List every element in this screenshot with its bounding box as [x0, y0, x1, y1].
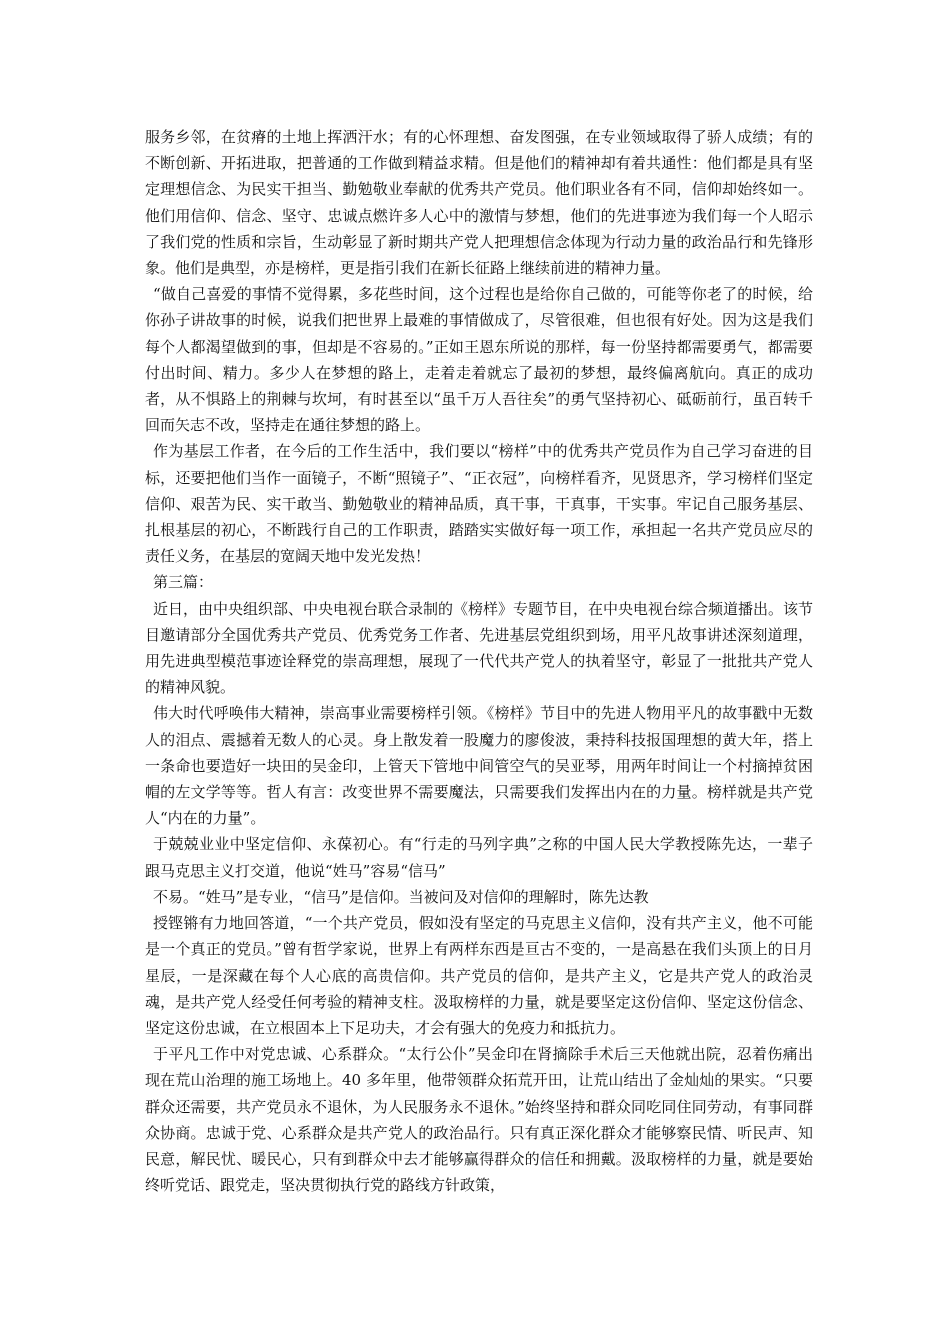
paragraph-6: 于兢兢业业中坚定信仰、永葆初心。有“行走的马列字典”之称的中国人民大学教授陈先达，一辈子跟马克思主义打交道，他说“姓马”容易“信马” — [145, 835, 813, 880]
document-page — [145, 124, 813, 1198]
paragraph-9: 于平凡工作中对党忠诚、心系群众。“太行公仆”吴金印在肾摘除手术后三天他就出院，忍着伤痛出现在荒山治理的施工场地上。40 多年里，他带领群众拓荒开田，让荒山结出了金灿灿的果实。“只要群众还需要，共产党员永不退休，为人民服务永不退休。”始终坚持和群众同吃同住同劳动，有事同群众协商。忠诚于党、心系群众是共产党人的政治品行。只有真正深化群众才能够察民情、听民声、知民意，解民忧、暖民心，只有到群众中去才能够赢得群众的信任和拥戴。汲取榜样的力量，就是要始终听党话、跟党走，坚决贯彻执行党的路线方针政策， — [145, 1045, 813, 1195]
paragraph-2: “做自己喜爱的事情不觉得累，多花些时间，这个过程也是给你自己做的，可能等你老了的时候，给你孙子讲故事的时候，说我们把世界上最难的事情做成了，尽管很难，但也很有好处。因为这是我们每个人都渴望做到的事，但却是不容易的。”正如王恩东所说的那样，每一份坚持都需要勇气，都需要付出时间、精力。多少人在梦想的路上，走着走着就忘了最初的梦想，最终偏离航向。真正的成功者，从不惧路上的荆棘与坎坷，有时甚至以“虽千万人吾往矣”的勇气坚持初心、砥砺前行，虽百转千回而矢志不改，坚持走在通往梦想的路上。 — [145, 285, 813, 435]
section-heading: 第三篇： — [153, 573, 214, 592]
paragraph-5: 伟大时代呼唤伟大精神，崇高事业需要榜样引领。《榜样》节目中的先进人物用平凡的故事戳中无数人的泪点、震撼着无数人的心灵。身上散发着一股魔力的廖俊波，秉持科技报国理想的黄大年，搭上一条命也要造好一块田的吴金印，上管天下管地中间管空气的吴亚琴，用两年时间让一个村摘掉贫困帽的左文学等等。哲人有言：改变世界不需要魔法，只需要我们发挥出内在的力量。榜样就是共产党人“内在的力量”。 — [145, 704, 813, 828]
paragraph-4: 近日，由中央组织部、中央电视台联合录制的《榜样》专题节目，在中央电视台综合频道播出。该节目邀请部分全国优秀共产党员、优秀党务工作者、先进基层党组织到场，用平凡故事讲述深刻道理，用先进典型模范事迹诠释党的崇高理想，展现了一代代共产党人的执着坚守，彰显了一批批共产党人的精神风貌。 — [145, 599, 814, 697]
paragraph-7: 不易。“姓马”是专业，“信马”是信仰。当被问及对信仰的理解时，陈先达教 — [153, 887, 649, 906]
paragraph-1: 服务乡邻，在贫瘠的土地上挥洒汗水；有的心怀理想、奋发图强，在专业领域取得了骄人成绩；有的不断创新、开拓进取，把普通的工作做到精益求精。但是他们的精神却有着共通性：他们都是具有坚定理想信念、为民实干担当、勤勉敬业奉献的优秀共产党员。他们职业各有不同，信仰却始终如一。他们用信仰、信念、坚守、忠诚点燃许多人心中的激情与梦想，他们的先进事迹为我们每一个人昭示了我们党的性质和宗旨，生动彰显了新时期共产党人把理想信念体现为行动力量的政治品行和先锋形象。他们是典型，亦是榜样，更是指引我们在新长征路上继续前进的精神力量。 — [145, 128, 813, 278]
paragraph-3: 作为基层工作者，在今后的工作生活中，我们要以“榜样”中的优秀共产党员作为自己学习奋进的目标，还要把他们当作一面镜子，不断“照镜子”、“正衣冠”，向榜样看齐，见贤思齐，学习榜样们坚定信仰、艰苦为民、实干敢当、勤勉敬业的精神品质，真干事，干真事，干实事。牢记自己服务基层、扎根基层的初心，不断践行自己的工作职责，踏踏实实做好每一项工作，承担起一名共产党员应尽的责任义务，在基层的宽阔天地中发光发热！ — [145, 442, 813, 566]
paragraph-8: 授铿锵有力地回答道，“一个共产党员，假如没有坚定的马克思主义信仰，没有共产主义，他不可能是一个真正的党员。”曾有哲学家说，世界上有两样东西是亘古不变的，一是高悬在我们头顶上的日月星辰，一是深藏在每个人心底的高贵信仰。共产党员的信仰，是共产主义，它是共产党人的政治灵魂，是共产党人经受任何考验的精神支柱。汲取榜样的力量，就是要坚定这份信仰、坚定这份信念、坚定这份忠诚，在立根固本上下足功夫，才会有强大的免疫力和抵抗力。 — [145, 914, 813, 1037]
